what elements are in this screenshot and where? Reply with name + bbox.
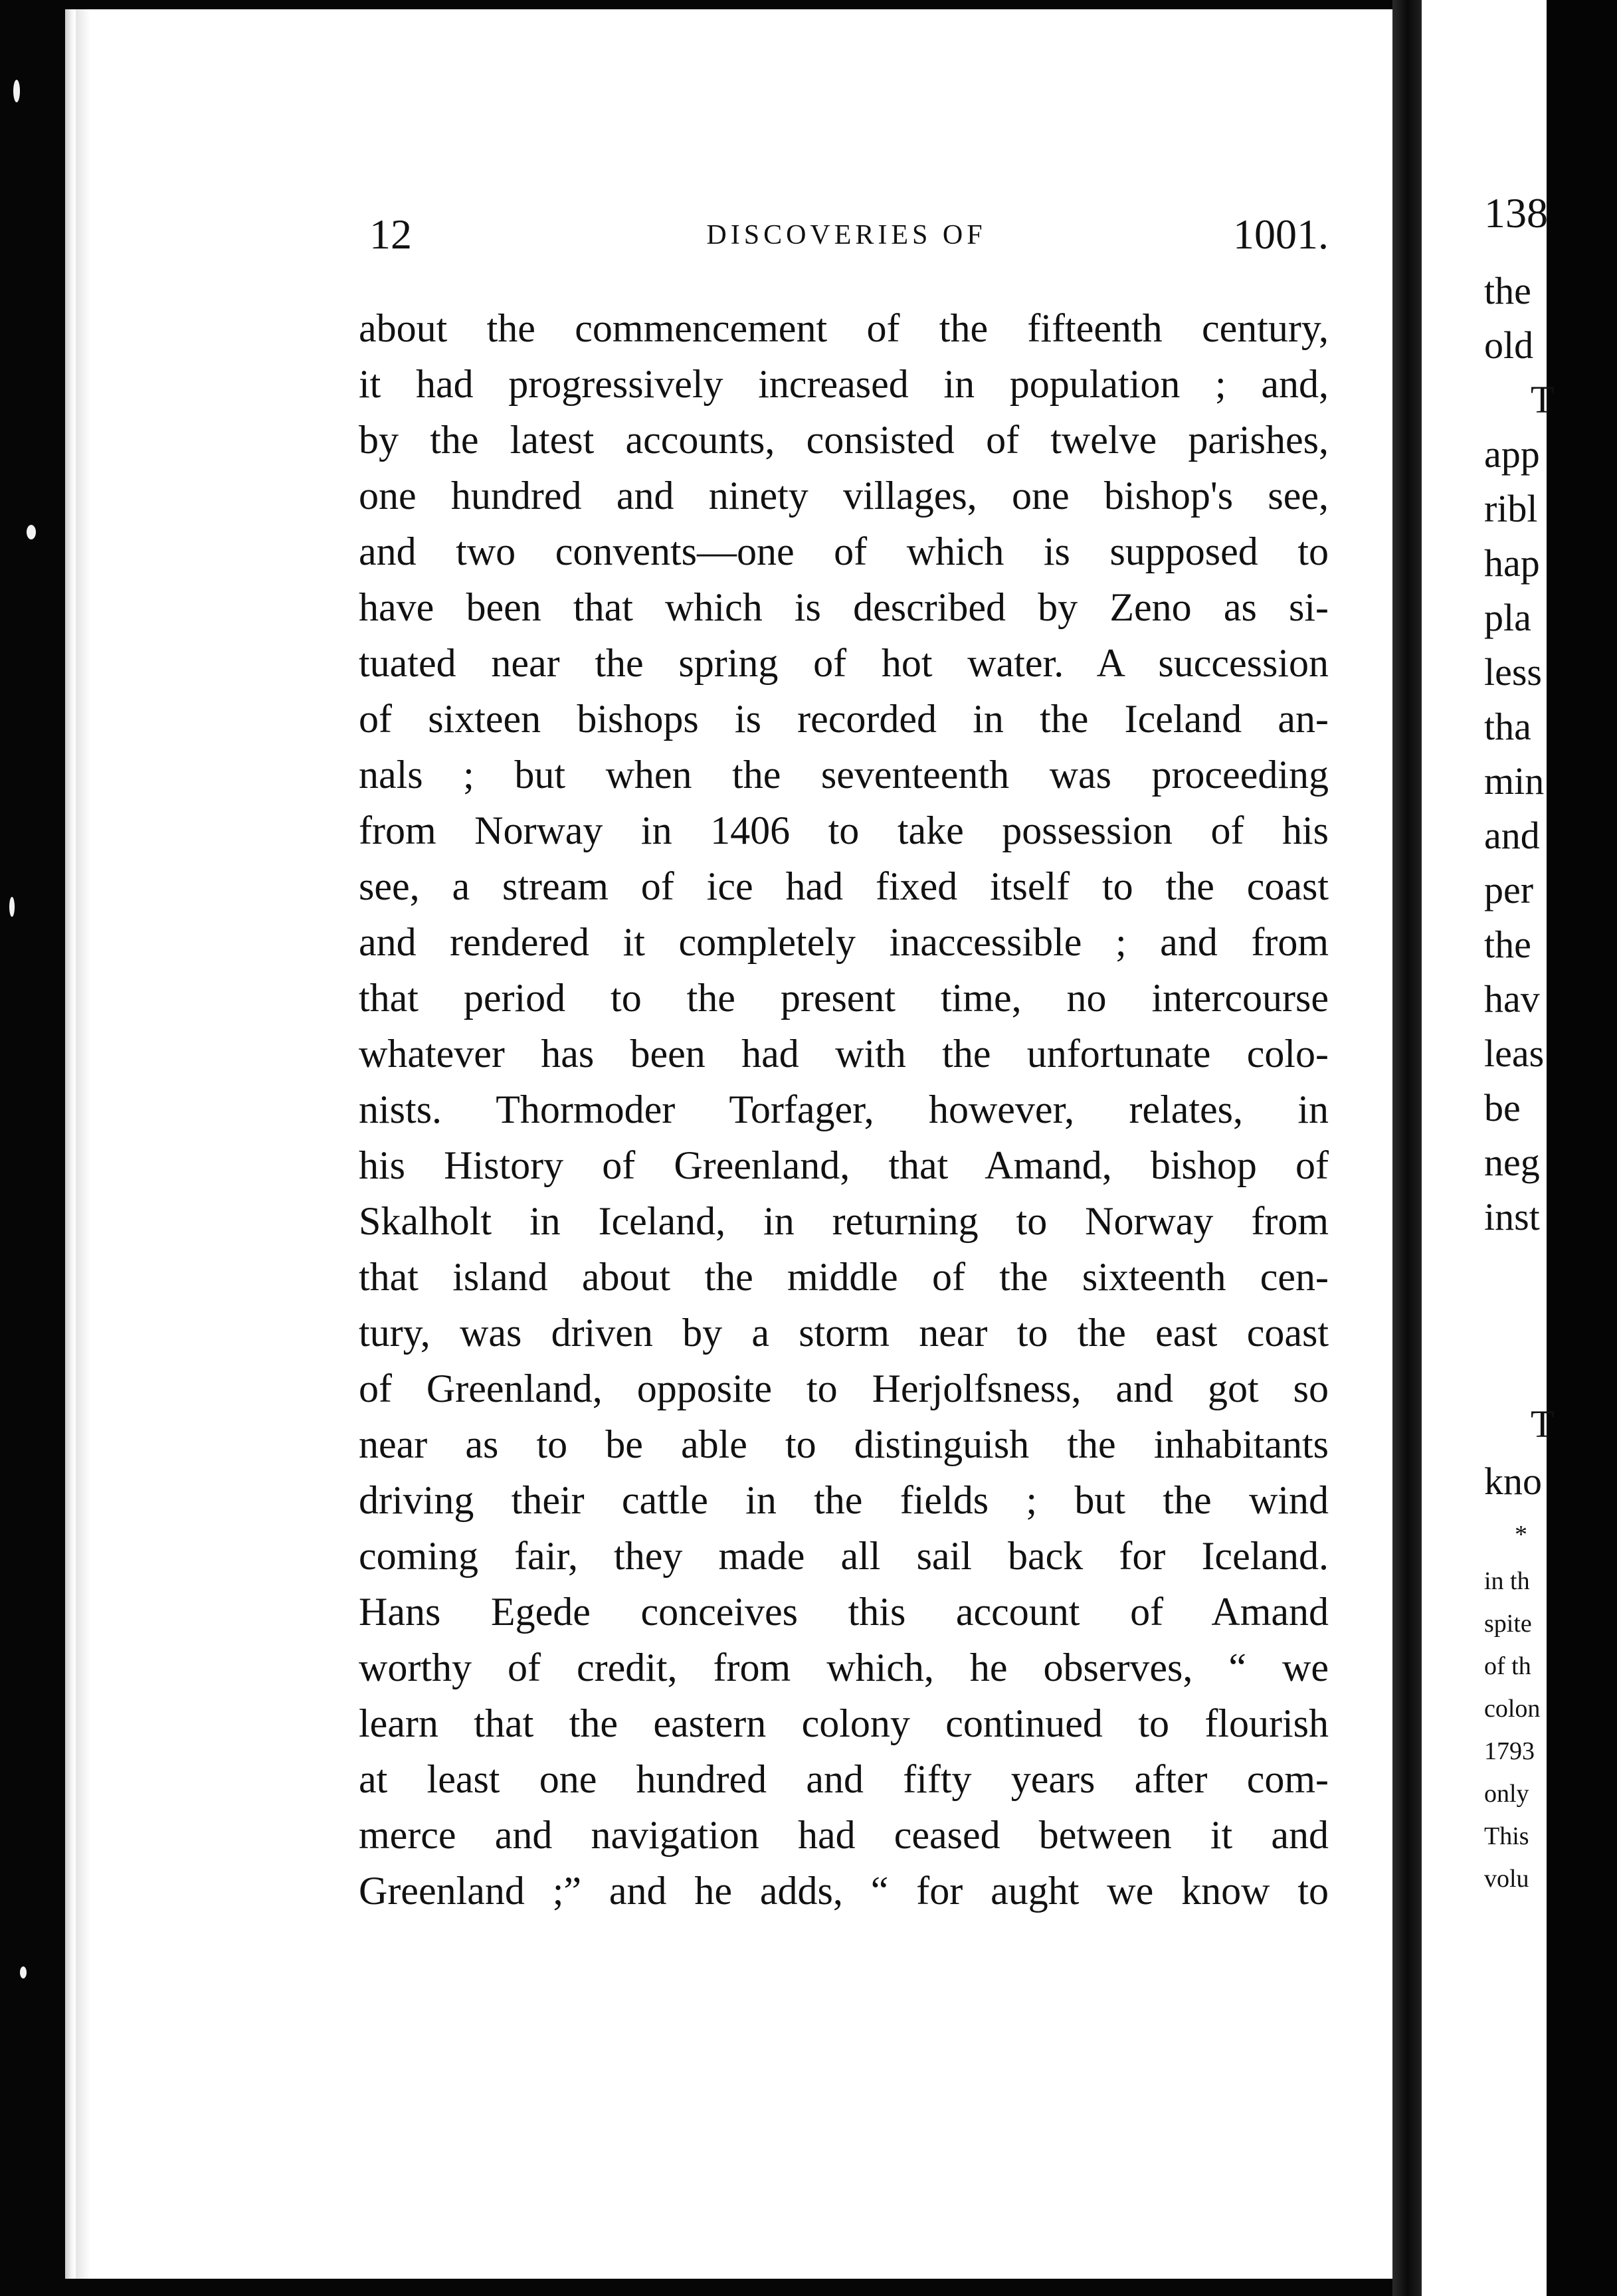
year-marker: 1001.	[1233, 211, 1329, 258]
right-text-line: the	[1484, 269, 1531, 312]
text-line: tuated near the spring of hot water. A succession	[359, 641, 1329, 685]
footnote-line: of th	[1484, 1652, 1531, 1680]
text-line: at least one hundred and fifty years after com-	[359, 1757, 1329, 1801]
text-line: Skalholt in Iceland, in returning to Norway from	[359, 1199, 1329, 1243]
footnote-line: volu	[1484, 1865, 1529, 1893]
footnote-line: 1793	[1484, 1737, 1535, 1765]
text-line: Hans Egede conceives this account of Amand	[359, 1590, 1329, 1634]
right-text-line: T	[1531, 378, 1555, 421]
right-text-line: tha	[1484, 705, 1531, 748]
text-line: worthy of credit, from which, he observes, “ we	[359, 1646, 1329, 1689]
right-text-line: inst	[1484, 1195, 1540, 1238]
right-text-line: hav	[1484, 977, 1540, 1020]
right-text-line: neg	[1484, 1141, 1540, 1184]
running-header	[364, 210, 1329, 276]
right-text-line: ribl	[1484, 487, 1538, 530]
right-text-line: per	[1484, 868, 1534, 911]
right-text-line: be	[1484, 1086, 1521, 1129]
text-line: by the latest accounts, consisted of twelve parishes,	[359, 418, 1329, 462]
text-line: about the commencement of the fifteenth century,	[359, 306, 1329, 350]
text-line: that period to the present time, no intercourse	[359, 976, 1329, 1020]
text-line: coming fair, they made all sail back for Iceland.	[359, 1534, 1329, 1578]
scan-artifact	[20, 1966, 27, 1978]
text-line: that island about the middle of the sixteenth cen-	[359, 1255, 1329, 1299]
text-line: merce and navigation had ceased between it and	[359, 1813, 1329, 1857]
running-head-title: DISCOVERIES OF	[706, 220, 987, 250]
text-line: tury, was driven by a storm near to the east coast	[359, 1311, 1329, 1355]
text-line: of sixteen bishops is recorded in the Iceland an-	[359, 697, 1329, 741]
footnote-line: spite	[1484, 1610, 1532, 1638]
right-text-line: min	[1484, 759, 1545, 803]
footnote-line: in th	[1484, 1567, 1530, 1595]
text-line: Greenland ;” and he adds, “ for aught we know to	[359, 1869, 1329, 1913]
right-text-line: less	[1484, 650, 1542, 694]
footnote-line: *	[1515, 1521, 1527, 1549]
text-line: whatever has been had with the unfortunate colo-	[359, 1032, 1329, 1076]
text-line: nals ; but when the seventeenth was proceeding	[359, 753, 1329, 797]
text-line: from Norway in 1406 to take possession of his	[359, 809, 1329, 852]
text-line: learn that the eastern colony continued to flourish	[359, 1701, 1329, 1745]
right-page-number: 138	[1484, 189, 1548, 237]
text-line: near as to be able to distinguish the inhabitants	[359, 1422, 1329, 1466]
text-line: see, a stream of ice had fixed itself to the coast	[359, 864, 1329, 908]
text-line: have been that which is described by Zeno as si-	[359, 585, 1329, 629]
text-line: nists. Thormoder Torfager, however, relates, in	[359, 1088, 1329, 1131]
scan-artifact	[9, 897, 15, 917]
right-section-line: kno	[1484, 1460, 1542, 1503]
text-line: one hundred and ninety villages, one bishop's see,	[359, 474, 1329, 518]
right-page-partial	[1422, 0, 1555, 2296]
right-text-line: the	[1484, 923, 1531, 966]
right-text-line: hap	[1484, 541, 1540, 585]
right-text-line: old	[1484, 324, 1534, 367]
page-number: 12	[369, 211, 412, 258]
page-fold-shadow	[76, 9, 90, 2279]
text-line: of Greenland, opposite to Herjolfsness, and got so	[359, 1367, 1329, 1410]
footnote-line: colon	[1484, 1695, 1541, 1723]
text-line: it had progressively increased in population ; and,	[359, 362, 1329, 406]
right-text-line: leas	[1484, 1032, 1545, 1075]
scan-artifact	[13, 80, 20, 102]
text-line: and rendered it completely inaccessible ; and from	[359, 920, 1329, 964]
right-text-line: app	[1484, 432, 1540, 476]
text-line: his History of Greenland, that Amand, bishop of	[359, 1143, 1329, 1187]
right-text-line: pla	[1484, 596, 1531, 639]
right-section-line: T	[1531, 1402, 1555, 1446]
page-body-text	[359, 300, 1329, 1919]
scan-artifact	[27, 525, 36, 539]
footnote-line: This	[1484, 1822, 1529, 1850]
text-line: driving their cattle in the fields ; but the wind	[359, 1478, 1329, 1522]
text-line: and two convents—one of which is supposed to	[359, 529, 1329, 573]
footnote-line: only	[1484, 1780, 1529, 1808]
right-text-line: and	[1484, 814, 1540, 857]
